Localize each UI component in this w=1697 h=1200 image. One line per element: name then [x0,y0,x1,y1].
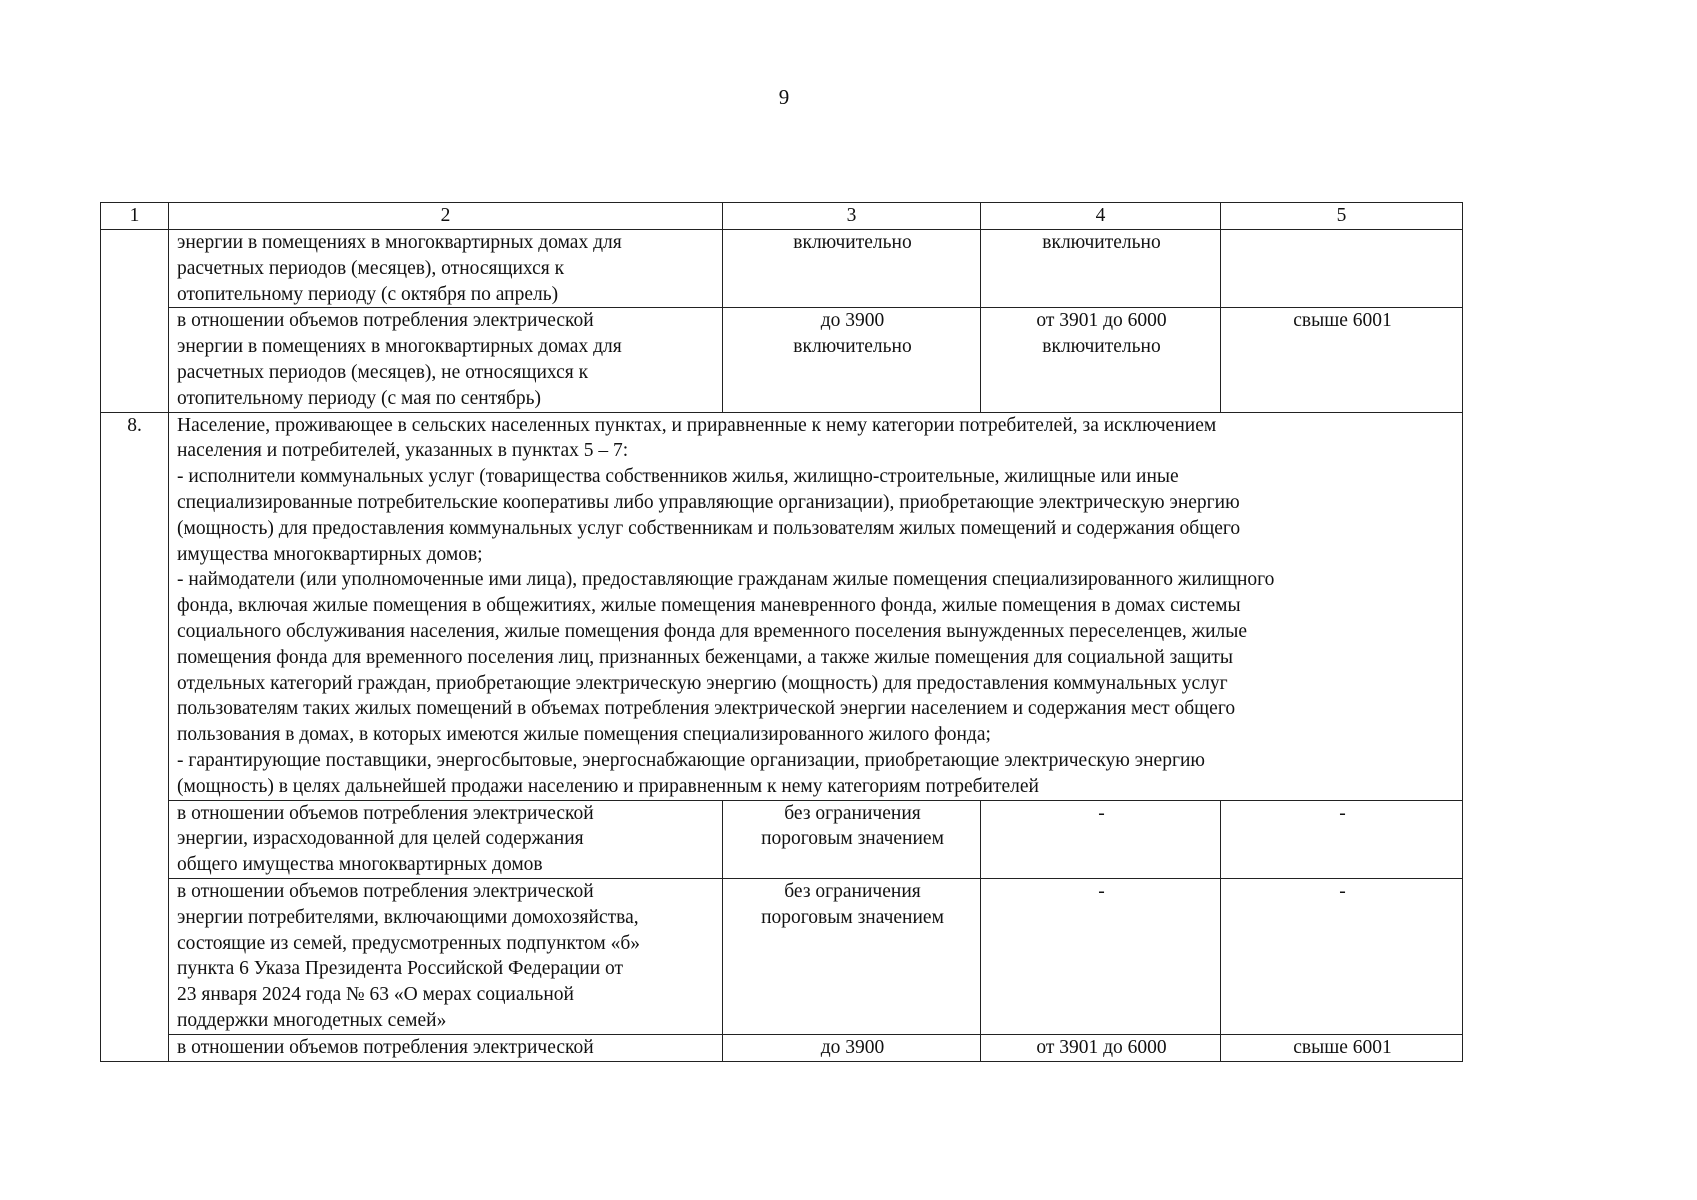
row-description: в отношении объемов потребления электрической энергии, израсходованной для целей содержания общего имущества многоквартирных домов [169,800,723,878]
row-description: энергии в помещениях в многоквартирных домах для расчетных периодов (месяцев), относящихся к отопительному периоду (с октября по апрель) [169,230,723,308]
threshold-col-5 [1221,230,1463,308]
threshold-col-5: - [1221,800,1463,878]
row-description: в отношении объемов потребления электрической энергии в помещениях в многоквартирных домах для расчетных периодов (месяцев), не относящихся к отопительному периоду (с мая по сентябрь) [169,308,723,412]
threshold-col-5: - [1221,878,1463,1034]
threshold-col-4: от 3901 до 6000 [981,1034,1221,1061]
page-number: 9 [778,85,790,109]
row-number-cell [101,230,169,308]
threshold-col-4: - [981,878,1221,1034]
table-header-row [101,203,1463,230]
threshold-col-4: включительно [981,230,1221,308]
tariff-table [100,202,1463,1062]
row-number-cell [101,308,169,412]
threshold-col-3: без ограничения пороговым значением [723,800,981,878]
table-row [101,800,1463,878]
threshold-col-3: до 3900 [723,1034,981,1061]
threshold-col-4: - [981,800,1221,878]
threshold-col-5: свыше 6001 [1221,308,1463,412]
table-row [101,308,1463,412]
header-col-1: 1 [101,203,169,230]
section-8-row [101,412,1463,800]
threshold-col-3: до 3900 включительно [723,308,981,412]
table-row [101,230,1463,308]
threshold-col-4: от 3901 до 6000 включительно [981,308,1221,412]
table-row [101,1034,1463,1061]
threshold-col-5: свыше 6001 [1221,1034,1463,1061]
threshold-col-3: включительно [723,230,981,308]
row-description: в отношении объемов потребления электрической энергии потребителями, включающими домохозяйства, состоящие из семей, предусмотренных подпунктом «б» пункта 6 Указа Президента Российской Федерации от 23 января 2024 года № 63 «О мерах социальной поддержки многодетных семей» [169,878,723,1034]
row-description: в отношении объемов потребления электрической [169,1034,723,1061]
threshold-col-3: без ограничения пороговым значением [723,878,981,1034]
section-8-description: Население, проживающее в сельских населенных пунктах, и приравненные к нему категории потребителей, за исключением населения и потребителей, указанных в пунктах 5 – 7: - исполнители коммунальных услуг (товарищества собственников жилья, жилищно-строительные, жилищные или иные специализированные потребительские кооперативы либо управляющие организации), приобретающие электрическую энергию (мощность) для предоставления коммунальных услуг собственникам и пользователям жилых помещений и содержания общего имущества многоквартирных домов; - наймодатели (или уполномоченные ими лица), предоставляющие гражданам жилые помещения специализированного жилищного фонда, включая жилые помещения в общежитиях, жилые помещения маневренного фонда, жилые помещения в домах системы социального обслуживания населения, жилые помещения фонда для временного поселения вынужденных переселенцев, жилые помещения фонда для временного поселения лиц, признанных беженцами, а также жилые помещения для социальной защиты отдельных категорий граждан, приобретающие электрическую энергию (мощность) для предоставления коммунальных услуг пользователям таких жилых помещений в объемах потребления электрической энергии населением и содержания мест общего пользования в домах, в которых имеются жилые помещения специализированного жилого фонда; - гарантирующие поставщики, энергосбытовые, энергоснабжающие организации, приобретающие электрическую энергию (мощность) в целях дальнейшей продажи населению и приравненным к нему категориям потребителей [169,412,1463,800]
header-col-3: 3 [723,203,981,230]
table-row [101,878,1463,1034]
header-col-4: 4 [981,203,1221,230]
header-col-2: 2 [169,203,723,230]
section-number: 8. [101,412,169,1061]
header-col-5: 5 [1221,203,1463,230]
